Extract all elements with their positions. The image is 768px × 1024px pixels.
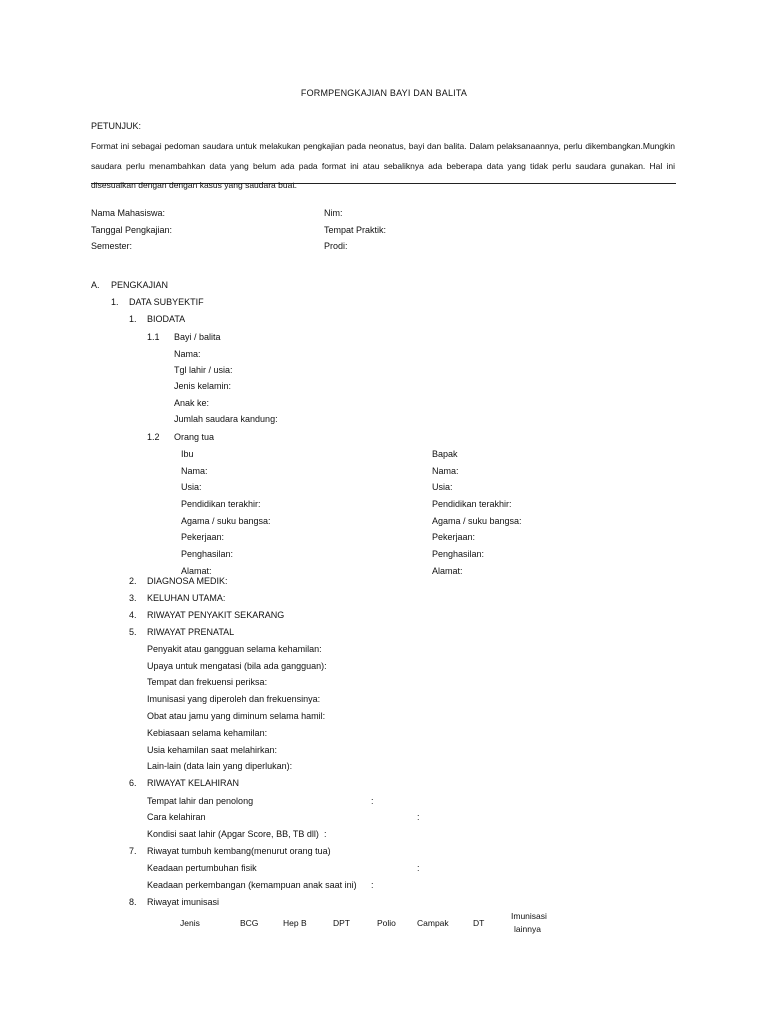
kelahiran-field: Tempat lahir dan penolong (147, 796, 254, 806)
riwayat-penyakit-marker: 4. (129, 610, 137, 620)
kelahiran-colon: : (417, 812, 420, 822)
ibu-field: Usia: (181, 482, 202, 492)
bapak-field: Nama: (432, 466, 459, 476)
ibu-field: Alamat: (181, 566, 212, 576)
page-title: FORMPENGKAJIAN BAYI DAN BALITA (300, 88, 468, 98)
bapak-field: Usia: (432, 482, 453, 492)
table-header-cell: Jenis (180, 918, 200, 928)
orang-tua-label: Orang tua (174, 432, 215, 442)
field-prodi: Prodi: (324, 241, 348, 251)
riwayat-penyakit-label: RIWAYAT PENYAKIT SEKARANG (147, 610, 285, 620)
kelahiran-colon: : (371, 796, 374, 806)
bapak-label: Bapak (432, 449, 458, 459)
imunisasi-marker: 8. (129, 897, 137, 907)
bapak-field: Alamat: (432, 566, 463, 576)
bayi-marker: 1.1 (147, 332, 160, 342)
bayi-field: Anak ke: (174, 398, 210, 408)
prenatal-marker: 5. (129, 627, 137, 637)
tumbuh-kembang-marker: 7. (129, 846, 137, 856)
table-header-cell: Campak (417, 918, 449, 928)
field-nama-mahasiswa: Nama Mahasiswa: (91, 208, 166, 218)
keluhan-marker: 3. (129, 593, 137, 603)
section-a-label: PENGKAJIAN (111, 280, 169, 290)
field-tempat-praktik: Tempat Praktik: (324, 225, 387, 235)
prenatal-field: Penyakit atau gangguan selama kehamilan: (147, 644, 322, 654)
bapak-field: Penghasilan: (432, 549, 485, 559)
table-header-cell: DT (473, 918, 485, 928)
divider (91, 183, 676, 184)
bayi-field: Jumlah saudara kandung: (174, 414, 278, 424)
table-header-cell: DPT (333, 918, 350, 928)
ibu-field: Nama: (181, 466, 208, 476)
ibu-label: Ibu (181, 449, 194, 459)
ibu-field: Pekerjaan: (181, 532, 225, 542)
prenatal-field: Obat atau jamu yang diminum selama hamil: (147, 711, 326, 721)
tumbuh-colon: : (371, 880, 374, 890)
prenatal-field: Tempat dan frekuensi periksa: (147, 677, 268, 687)
orang-tua-marker: 1.2 (147, 432, 160, 442)
prenatal-field: Upaya untuk mengatasi (bila ada gangguan): (147, 661, 327, 671)
kelahiran-colon: : (324, 829, 327, 839)
kelahiran-field: Kondisi saat lahir (Apgar Score, BB, TB dll) (147, 829, 319, 839)
prenatal-field: Kebiasaan selama kehamilan: (147, 728, 268, 738)
biodata-marker: 1. (129, 314, 137, 324)
kelahiran-label: RIWAYAT KELAHIRAN (147, 778, 240, 788)
bayi-field: Nama: (174, 349, 201, 359)
bapak-field: Agama / suku bangsa: (432, 516, 522, 526)
data-subyektif-label: DATA SUBYEKTIF (129, 297, 204, 307)
biodata-label: BIODATA (147, 314, 186, 324)
kelahiran-marker: 6. (129, 778, 137, 788)
table-header-cell: Imunisasi (511, 911, 547, 921)
data-subyektif-marker: 1. (111, 297, 119, 307)
prenatal-field: Imunisasi yang diperoleh dan frekuensinya: (147, 694, 321, 704)
tumbuh-colon: : (417, 863, 420, 873)
petunjuk-text: Format ini sebagai pedoman saudara untuk melakukan pengkajian pada neonatus, bayi dan balita. Dalam pelaksanaannya, perlu dikembangkan.Mungkin saudara perlu menambahkan data yang belum ada pada format ini atau sebaliknya ada beberapa data yang tidak perlu saudara gunakan. Hal ini disesuaikan dengan dengan kasus yang saudara buat. (91, 141, 675, 190)
bayi-label: Bayi / balita (174, 332, 221, 342)
ibu-field: Pendidikan terakhir: (181, 499, 261, 509)
imunisasi-table (165, 910, 565, 940)
kelahiran-field: Cara kelahiran (147, 812, 206, 822)
tumbuh-field: Keadaan pertumbuhan fisik (147, 863, 257, 873)
field-tanggal-pengkajian: Tanggal Pengkajian: (91, 225, 173, 235)
ibu-field: Agama / suku bangsa: (181, 516, 271, 526)
tumbuh-field: Keadaan perkembangan (kemampuan anak saat ini) (147, 880, 357, 890)
field-nim: Nim: (324, 208, 343, 218)
prenatal-label: RIWAYAT PRENATAL (147, 627, 235, 637)
section-a-marker: A. (91, 280, 100, 290)
petunjuk-label: PETUNJUK: (91, 121, 142, 131)
bayi-field: Tgl lahir / usia: (174, 365, 233, 375)
imunisasi-label: Riwayat imunisasi (147, 897, 220, 907)
table-header-cell: lainnya (514, 924, 541, 934)
diagnosa-label: DIAGNOSA MEDIK: (147, 576, 228, 586)
table-header-cell: BCG (240, 918, 259, 928)
prenatal-field: Lain-lain (data lain yang diperlukan): (147, 761, 293, 771)
diagnosa-marker: 2. (129, 576, 137, 586)
keluhan-label: KELUHAN UTAMA: (147, 593, 226, 603)
ibu-field: Penghasilan: (181, 549, 234, 559)
tumbuh-kembang-label: Riwayat tumbuh kembang(menurut orang tua) (147, 846, 331, 856)
prenatal-field: Usia kehamilan saat melahirkan: (147, 745, 278, 755)
table-header-cell: Hep B (283, 918, 307, 928)
bapak-field: Pendidikan terakhir: (432, 499, 512, 509)
bapak-field: Pekerjaan: (432, 532, 476, 542)
table-header-cell: Polio (377, 918, 396, 928)
field-semester: Semester: (91, 241, 133, 251)
bayi-field: Jenis kelamin: (174, 381, 232, 391)
